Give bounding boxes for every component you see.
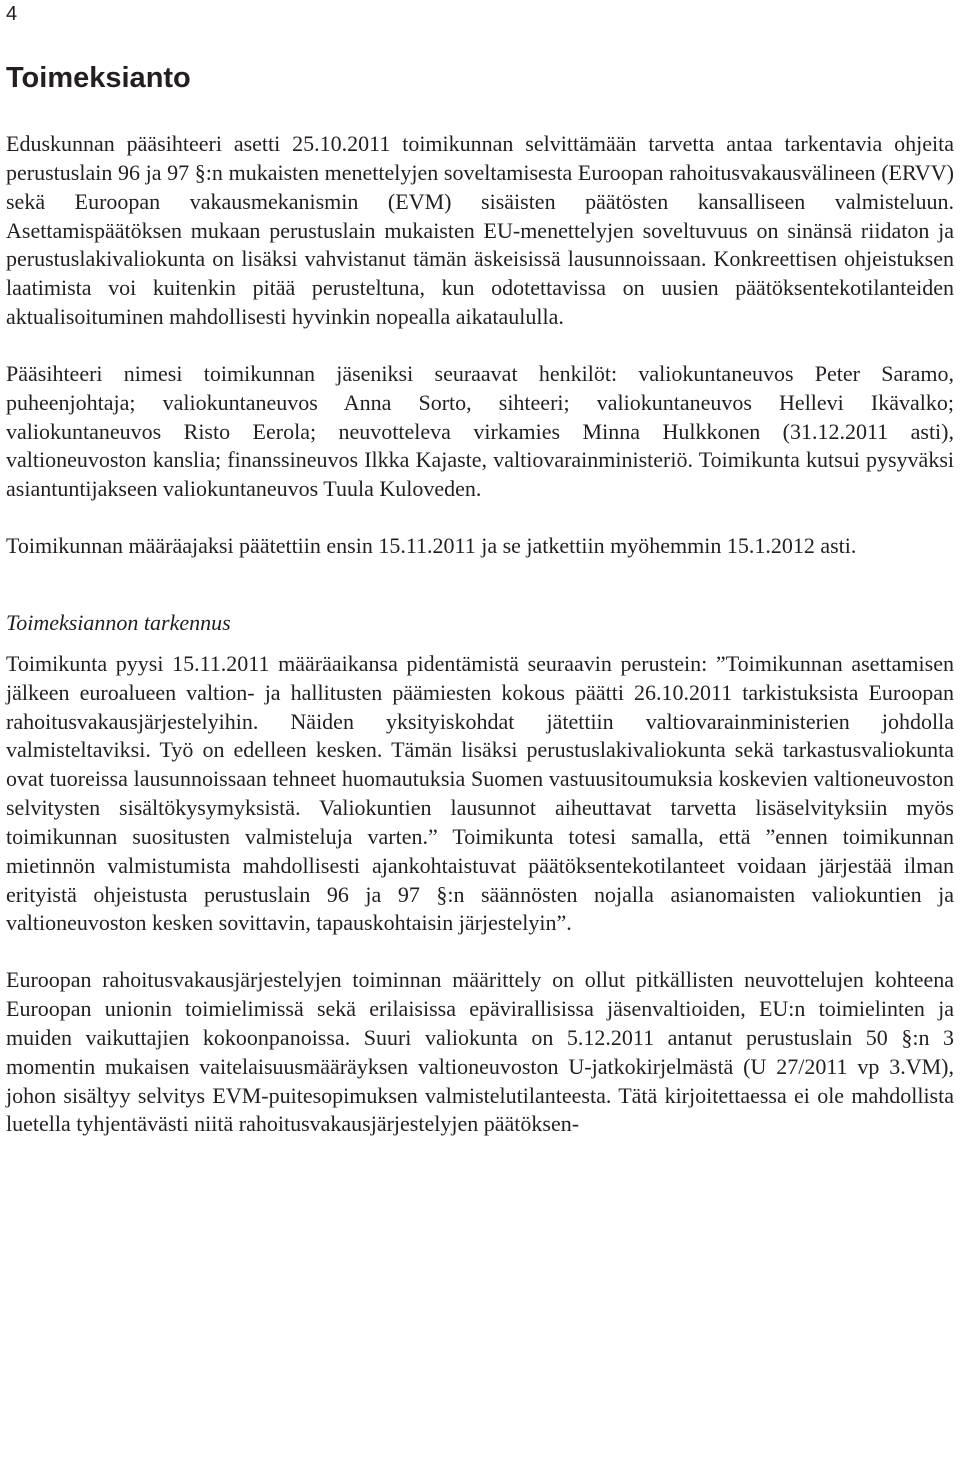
body-text	[6, 130, 954, 1167]
paragraph-stability-arrangements: Euroopan rahoitusvakausjärjestelyjen toiminnan määrittely on ollut pitkällisten neuvottelujen kohteena Euroopan unionin toimielimissä sekä erilaisissa epävirallisissa jäsenvaltioiden, EU:n toimielinten ja muiden vaikuttajien kokoonpanoissa. Suuri valiokunta on 5.12.2011 antanut perustuslain 50 §:n 3 momentin mukaisen vaitelaisuusmääräyksen valtioneuvoston U-jatkokirjelmästä (U 27/2011 vp 3.VM), johon sisältyy selvitys EVM-puitesopimuksen valmistelutilanteesta. Tätä kirjoitettaessa ei ole mahdollista luetella tyhjentävästi niitä rahoitusvakausjärjestelyjen päätöksen-	[6, 967, 954, 1137]
paragraph-deadline: Toimikunnan määräajaksi päätettiin ensin 15.11.2011 ja se jatkettiin myöhemmin 15.1.2012 asti.	[6, 533, 857, 559]
paragraph-extension: Toimikunta pyysi 15.11.2011 määräaikansa pidentämistä seuraavin perustein: ”Toimikunnan asettamisen jälkeen euroalueen valtion- ja hallitusten päämiesten kokous päätti 26.10.2011 tarkistuksista Euroopan rahoitusvakausjärjestelyihin. Näiden yksityiskohdat jätettiin valtiovarainministerien johdolla valmisteltaviksi. Työ on edelleen kesken. Tämän lisäksi perustuslakivaliokunta sekä tarkastusvaliokunta ovat tuoreissa lausunnoissaan tehneet huomautuksia Suomen vastuusitoumuksia koskevien valtioneuvoston selvitysten sisältökysymyksistä. Valiokuntien lausunnot aiheuttavat tarvetta lisäselvityksiin myös toimikunnan suositusten valmisteluja varten.” Toimikunta totesi samalla, että ”ennen toimikunnan mietinnön valmistumista mahdollisesti ajankohtaistuvat päätöksentekotilanteet voidaan järjestää ilman erityistä ohjeistusta perustuslain 96 ja 97 §:n säännösten nojalla asianomaisten valiokuntien ja valtioneuvoston kesken sovittavin, tapauskohtaisin järjestelyin”.	[6, 650, 954, 936]
page-heading: Toimeksianto	[6, 62, 191, 94]
page-number: 4	[6, 3, 18, 25]
section-subheading: Toimeksiannon tarkennus	[6, 609, 231, 635]
paragraph-members: Pääsihteeri nimesi toimikunnan jäseniksi seuraavat henkilöt: valiokuntaneuvos Peter Saramo, puheenjohtaja; valiokuntaneuvos Anna Sorto, sihteeri; valiokuntaneuvos Hellevi Ikävalko; valiokuntaneuvos Risto Eerola; neuvotteleva virkamies Minna Hulkkonen (31.12.2011 asti), valtioneuvoston kanslia; finanssineuvos Ilkka Kajaste, valtiovarainministeriö. Toimikunta kutsui pysyväksi asiantuntijakseen valiokuntaneuvos Tuula Kuloveden.	[6, 360, 954, 502]
paragraph-assignment: Eduskunnan pääsihteeri asetti 25.10.2011 toimikunnan selvittämään tarvetta antaa tarkentavia ohjeita perustuslain 96 ja 97 §:n mukaisten menettelyjen soveltamisesta Euroopan rahoitusvakausvälineen (ERVV) sekä Euroopan vakausmekanismin (EVM) sisäisten päätösten kansalliseen valmisteluun. Asettamispäätöksen mukaan perustuslain mukaisten EU-menettelyjen soveltuvuus on sinänsä riidaton ja perustuslakivaliokunta on lisäksi vahvistanut tämän äskeisissä lausunnoissaan. Konkreettisen ohjeistuksen laatimista voi kuitenkin pitää perusteltuna, kun odotettavissa on uusien päätöksentekotilanteiden aktualisoituminen mahdollisesti hyvinkin nopealla aikataululla.	[6, 131, 954, 330]
